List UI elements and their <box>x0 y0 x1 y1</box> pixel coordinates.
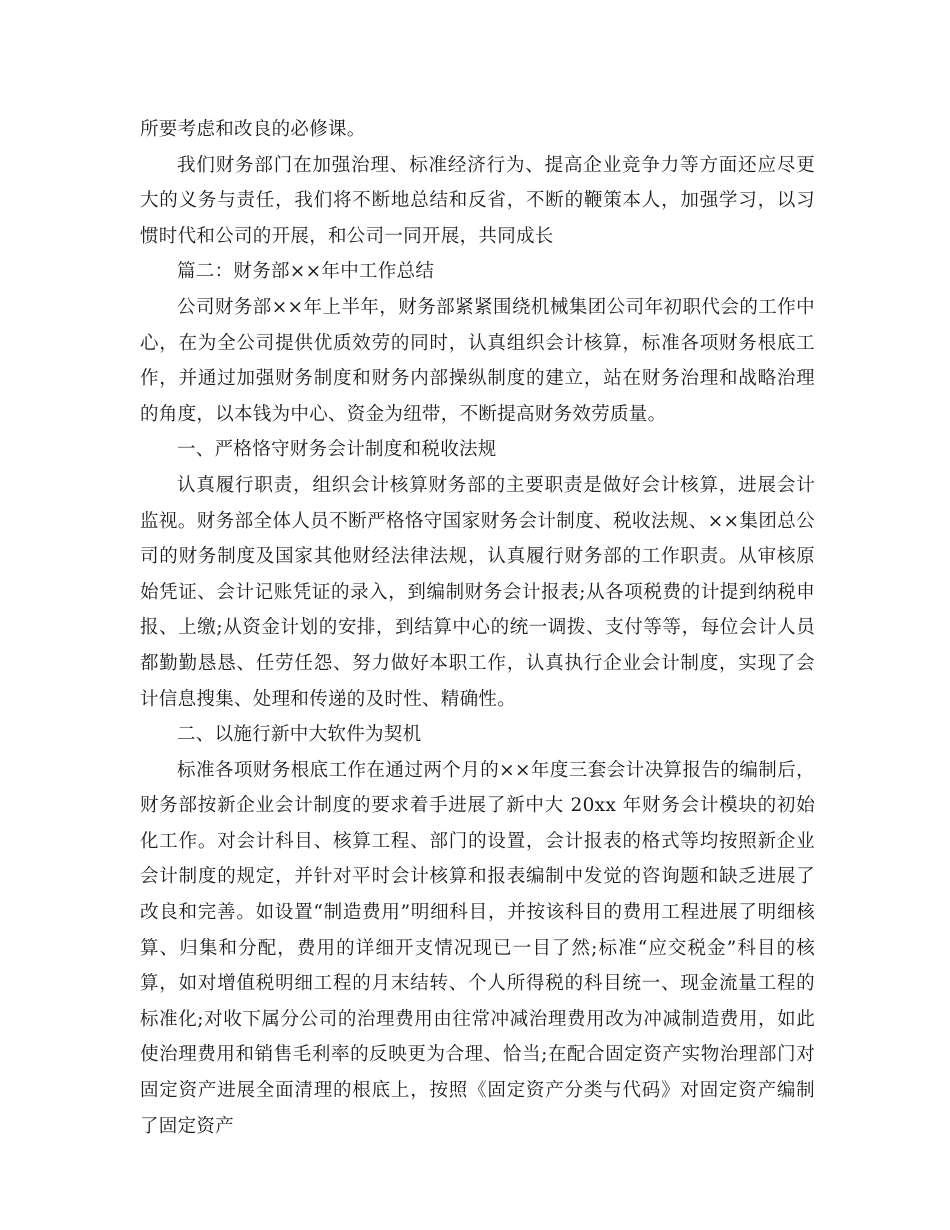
document-body <box>140 112 815 1144</box>
section-heading: 一、严格恪守财务会计制度和税收法规 <box>177 439 497 461</box>
paragraph: 公司财务部××年上半年，财务部紧紧围绕机械集团公司年初职代会的工作中心，在为全公司提供优质效劳的同时，认真组织会计核算，标准各项财务根底工作，并通过加强财务制度和财务内部操纵制度的建立，站在财务治理和战略治理的角度，以本钱为中心、资金为纽带，不断提高财务效劳质量。 <box>140 296 815 425</box>
paragraph: 所要考虑和改良的必修课。 <box>140 119 366 140</box>
paragraph: 认真履行职责，组织会计核算财务部的主要职责是做好会计核算，进展会计监视。财务部全体人员不断严格恪守国家财务会计制度、税收法规、××集团总公司的财务制度及国家其他财经法律法规，认真履行财务部的工作职责。从审核原始凭证、会计记账凭证的录入，到编制财务会计报表;从各项税费的计提到纳税申报、上缴;从资金计划的安排，到结算中心的统一调拨、支付等等，每位会计人员都勤勤恳恳、任劳任怨、努力做好本职工作，认真执行企业会计制度，实现了会计信息搜集、处理和传递的及时性、精确性。 <box>140 474 815 710</box>
section-heading: 篇二：财务部××年中工作总结 <box>177 261 435 283</box>
section-heading: 二、以施行新中大软件为契机 <box>177 724 422 746</box>
paragraph: 标准各项财务根底工作在通过两个月的××年度三套会计决算报告的编制后，财务部按新企业会计制度的要求着手进展了新中大 20xx 年财务会计模块的初始化工作。对会计科目、核算工程、部门的设置，会计报表的格式等均按照新企业会计制度的规定，并针对平时会计核算和报表编制中发觉的咨询题和缺乏进展了改良和完善。如设置“制造费用”明细科目，并按该科目的费用工程进展了明细核算、归集和分配，费用的详细开支情况现已一目了然;标准“应交税金”科目的核算，如对增值税明细工程的月末结转、个人所得税的科目统一、现金流量工程的标准化;对收下属分公司的治理费用由往常冲减治理费用改为冲减制造费用，如此使治理费用和销售毛利率的反映更为合理、恰当;在配合固定资产实物治理部门对固定资产进展全面清理的根底上，按照《固定资产分类与代码》对固定资产编制了固定资产 <box>140 759 815 1137</box>
paragraph: 我们财务部门在加强治理、标准经济行为、提高企业竞争力等方面还应尽更大的义务与责任，我们将不断地总结和反省，不断的鞭策本人，加强学习，以习惯时代和公司的开展，和公司一同开展，共同成长 <box>140 154 815 247</box>
